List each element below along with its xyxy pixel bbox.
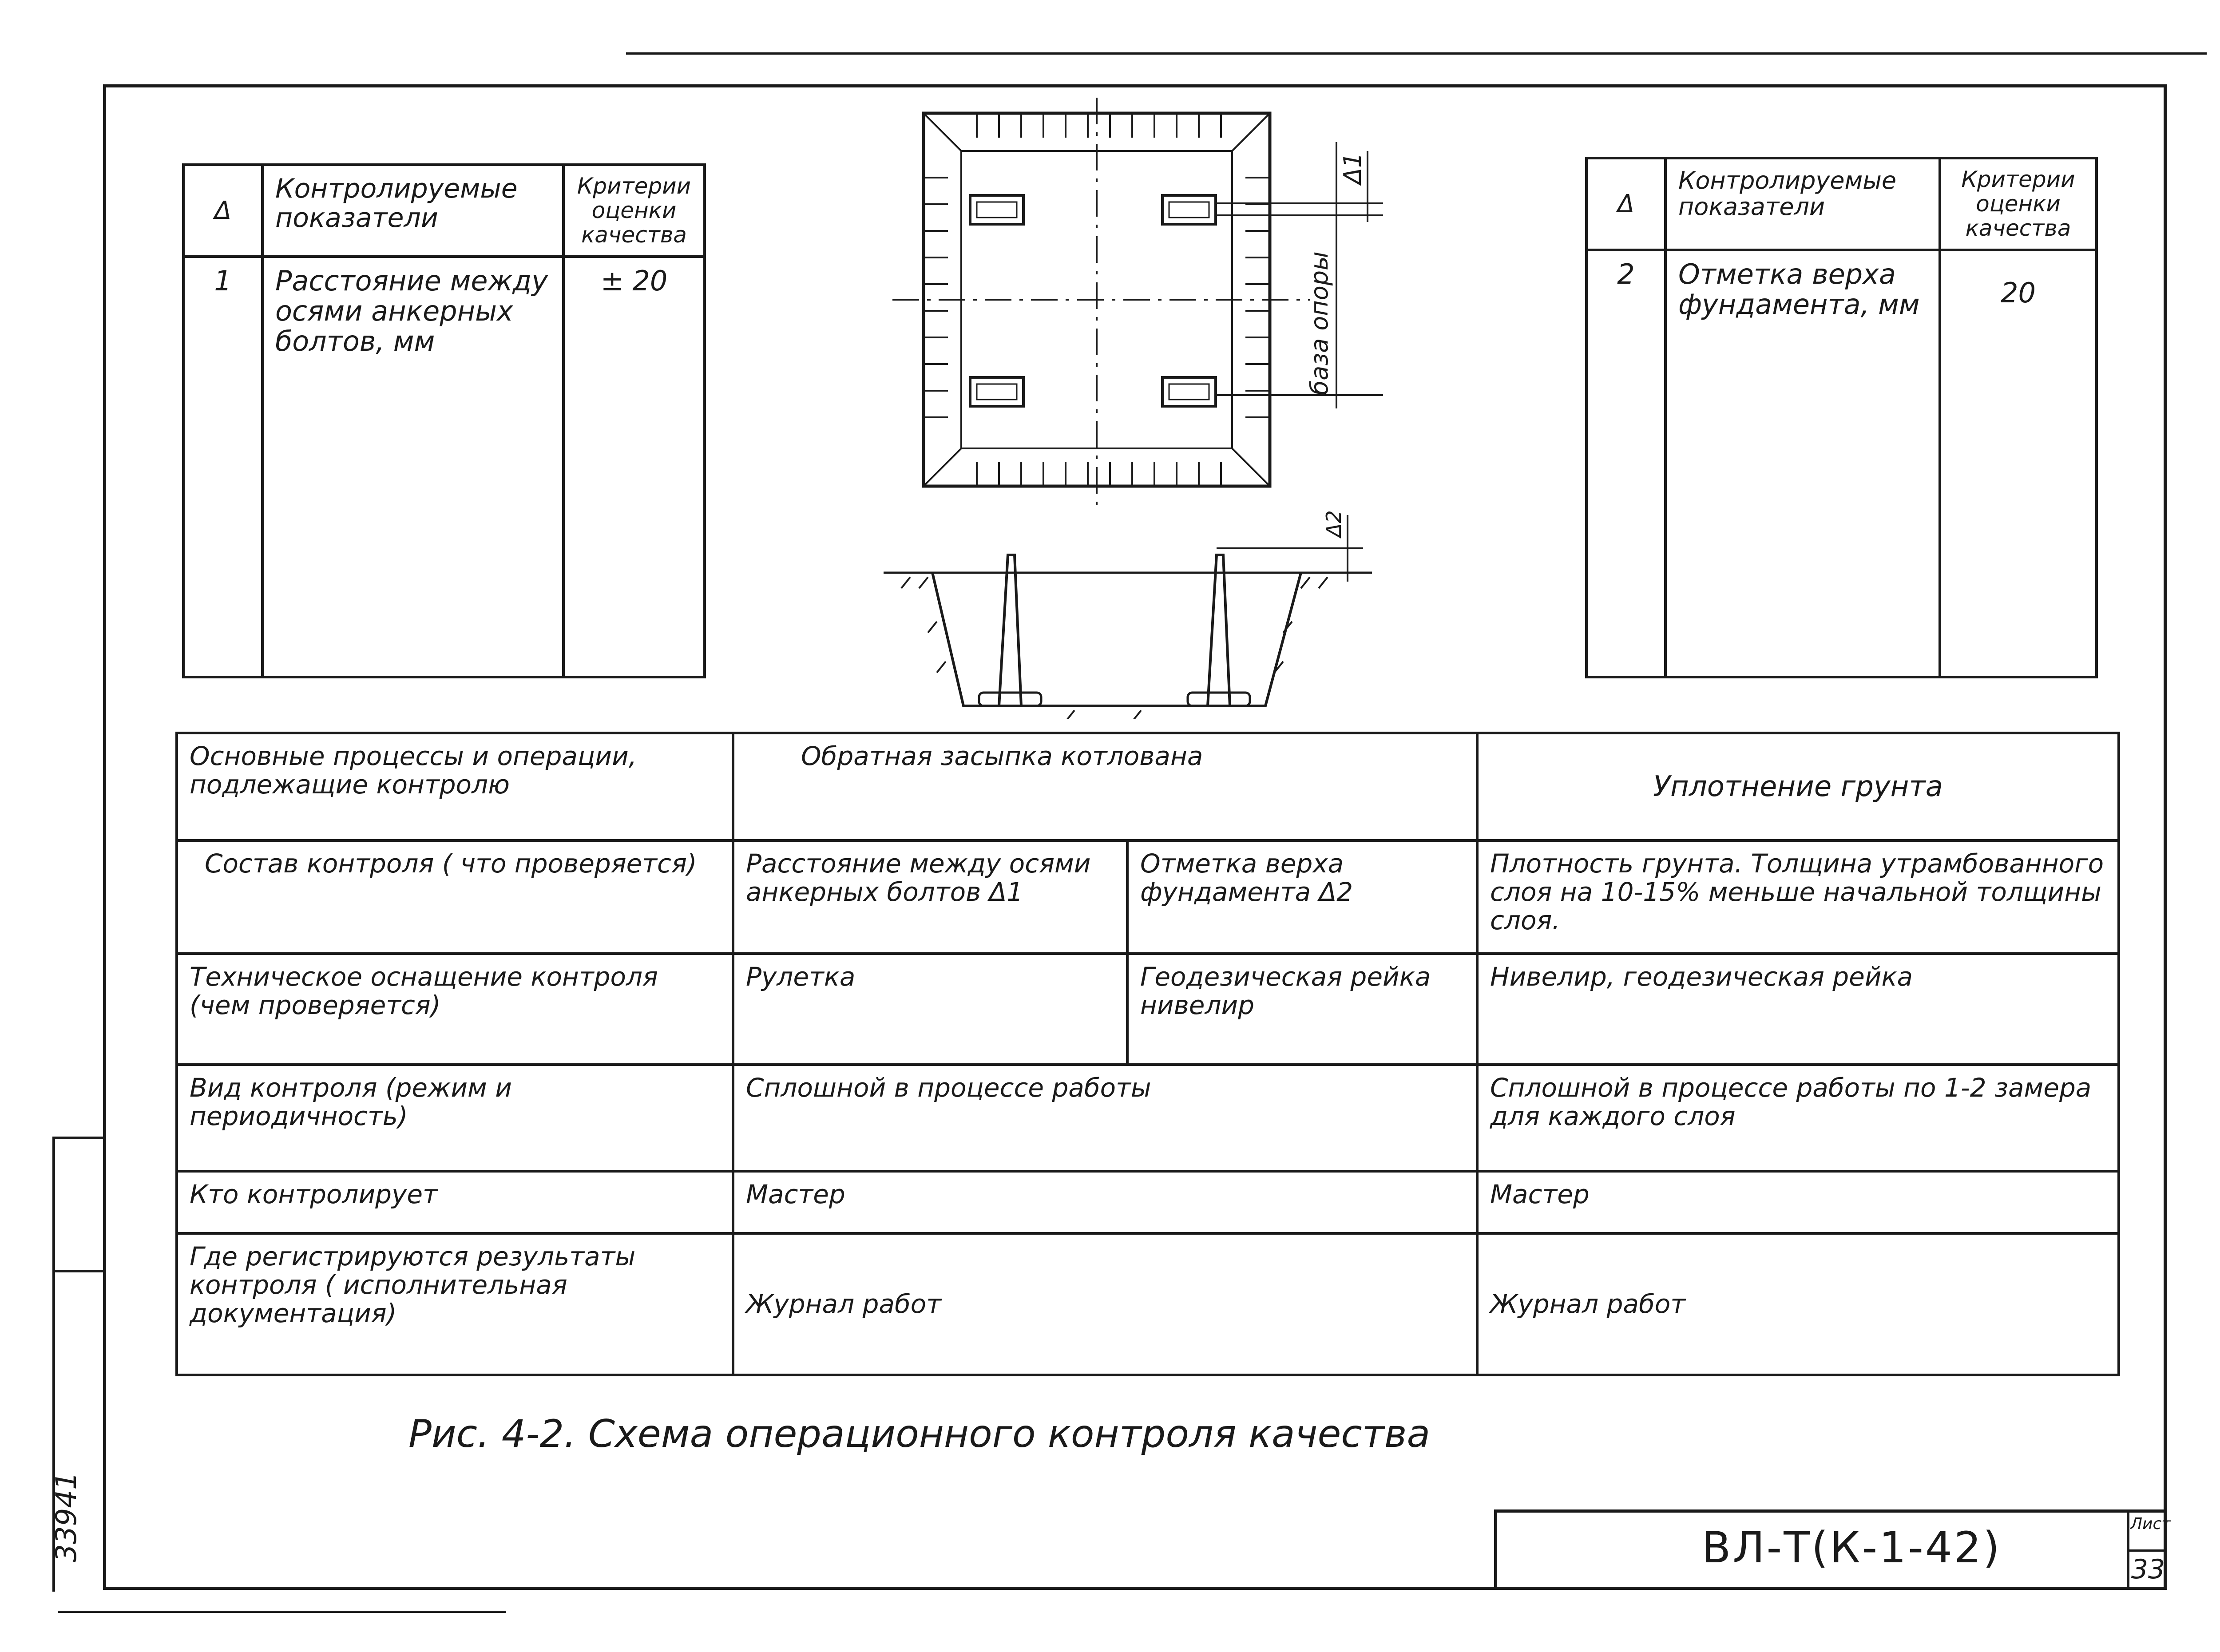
right-row-index: 2 (1586, 250, 1665, 677)
left-row-indicator: Расстояние между осями анкерных болтов, мм (262, 257, 563, 677)
row-cell: Мастер (1477, 1171, 2119, 1233)
right-row-indicator: Отметка верха фундамента, мм (1665, 250, 1940, 677)
control-table (175, 732, 2120, 1376)
figure-caption: Рис. 4-2. Схема операционного контроля качества (408, 1412, 1431, 1456)
row-cell: Сплошной в процессе работы по 1-2 замера для каждого слоя (1477, 1065, 2119, 1171)
left-row-criterion: ± 20 (563, 257, 705, 677)
table-row (177, 1065, 2119, 1171)
row-cell: Плотность грунта. Толщина утрамбованного слоя на 10-15% меньше начальной толщины слоя. (1477, 840, 2119, 954)
sheet-number: 33 (2131, 1554, 2165, 1585)
left-table-row (183, 257, 705, 677)
row-label: Состав контроля ( что проверяется) (177, 840, 733, 954)
right-table-row (1586, 250, 2097, 677)
archive-number: 33941 (50, 1472, 83, 1562)
row-cell: Нивелир, геодезическая рейка (1477, 954, 2119, 1065)
row-label: Техническое оснащение контроля (чем проверяется) (177, 954, 733, 1065)
left-header-delta: Δ (183, 165, 262, 257)
row-label: Основные процессы и операции, подлежащие контролю (177, 733, 733, 840)
left-header-criteria: Критерии оценки качества (563, 165, 705, 257)
pillar-left (999, 555, 1021, 706)
label-d2: Δ2 (1322, 510, 1346, 537)
left-table-header (183, 165, 705, 257)
row-cell: Расстояние между осями анкерных болтов Δ1 (733, 840, 1127, 954)
right-header-criteria: Критерии оценки качества (1940, 158, 2097, 250)
row-cell: Мастер (733, 1171, 1477, 1233)
right-header-delta: Δ (1586, 158, 1665, 250)
table-row (177, 1233, 2119, 1375)
table-row (177, 1171, 2119, 1233)
binder-tick-1 (52, 1137, 103, 1139)
left-criteria-table (182, 163, 706, 678)
row-cell: Обратная засыпка котлована (733, 733, 1477, 840)
label-d1: Δ1 (1339, 152, 1367, 184)
row-cell: Уплотнение грунта (1477, 733, 2119, 840)
top-edge-line (626, 52, 2207, 55)
left-header-indicators: Контролируемые показатели (262, 165, 563, 257)
row-cell: Сплошной в процессе работы (733, 1065, 1477, 1171)
row-cell: Рулетка (733, 954, 1127, 1065)
table-row (177, 733, 2119, 840)
left-row-index: 1 (183, 257, 262, 677)
pillar-right (1208, 555, 1230, 706)
foundation-drawing (866, 89, 1443, 719)
right-criteria-table (1585, 157, 2098, 678)
label-base: база опоры (1305, 251, 1333, 395)
bottom-edge-line (58, 1611, 506, 1613)
sheet-label: Лист (2130, 1515, 2171, 1533)
binder-tick-2 (52, 1270, 103, 1272)
row-cell: Журнал работ (733, 1233, 1477, 1375)
right-header-indicators: Контролируемые показатели (1665, 158, 1940, 250)
table-row (177, 840, 2119, 954)
row-label: Кто контролирует (177, 1171, 733, 1233)
row-cell: Отметка верха фундамента Δ2 (1127, 840, 1477, 954)
drawing-code: ВЛ-Т(К-1-42) (1701, 1523, 2002, 1573)
right-table-header (1586, 158, 2097, 250)
anchor-plates (970, 195, 1216, 406)
sheet-divider (2127, 1549, 2167, 1552)
row-cell: Журнал работ (1477, 1233, 2119, 1375)
table-row (177, 954, 2119, 1065)
row-label: Вид контроля (режим и периодичность) (177, 1065, 733, 1171)
pit-profile (932, 573, 1301, 706)
row-cell: Геодезическая рейка нивелир (1127, 954, 1477, 1065)
row-label: Где регистрируются результаты контроля ( исполнительная документация) (177, 1233, 733, 1375)
right-row-criterion: 20 (1940, 250, 2097, 677)
